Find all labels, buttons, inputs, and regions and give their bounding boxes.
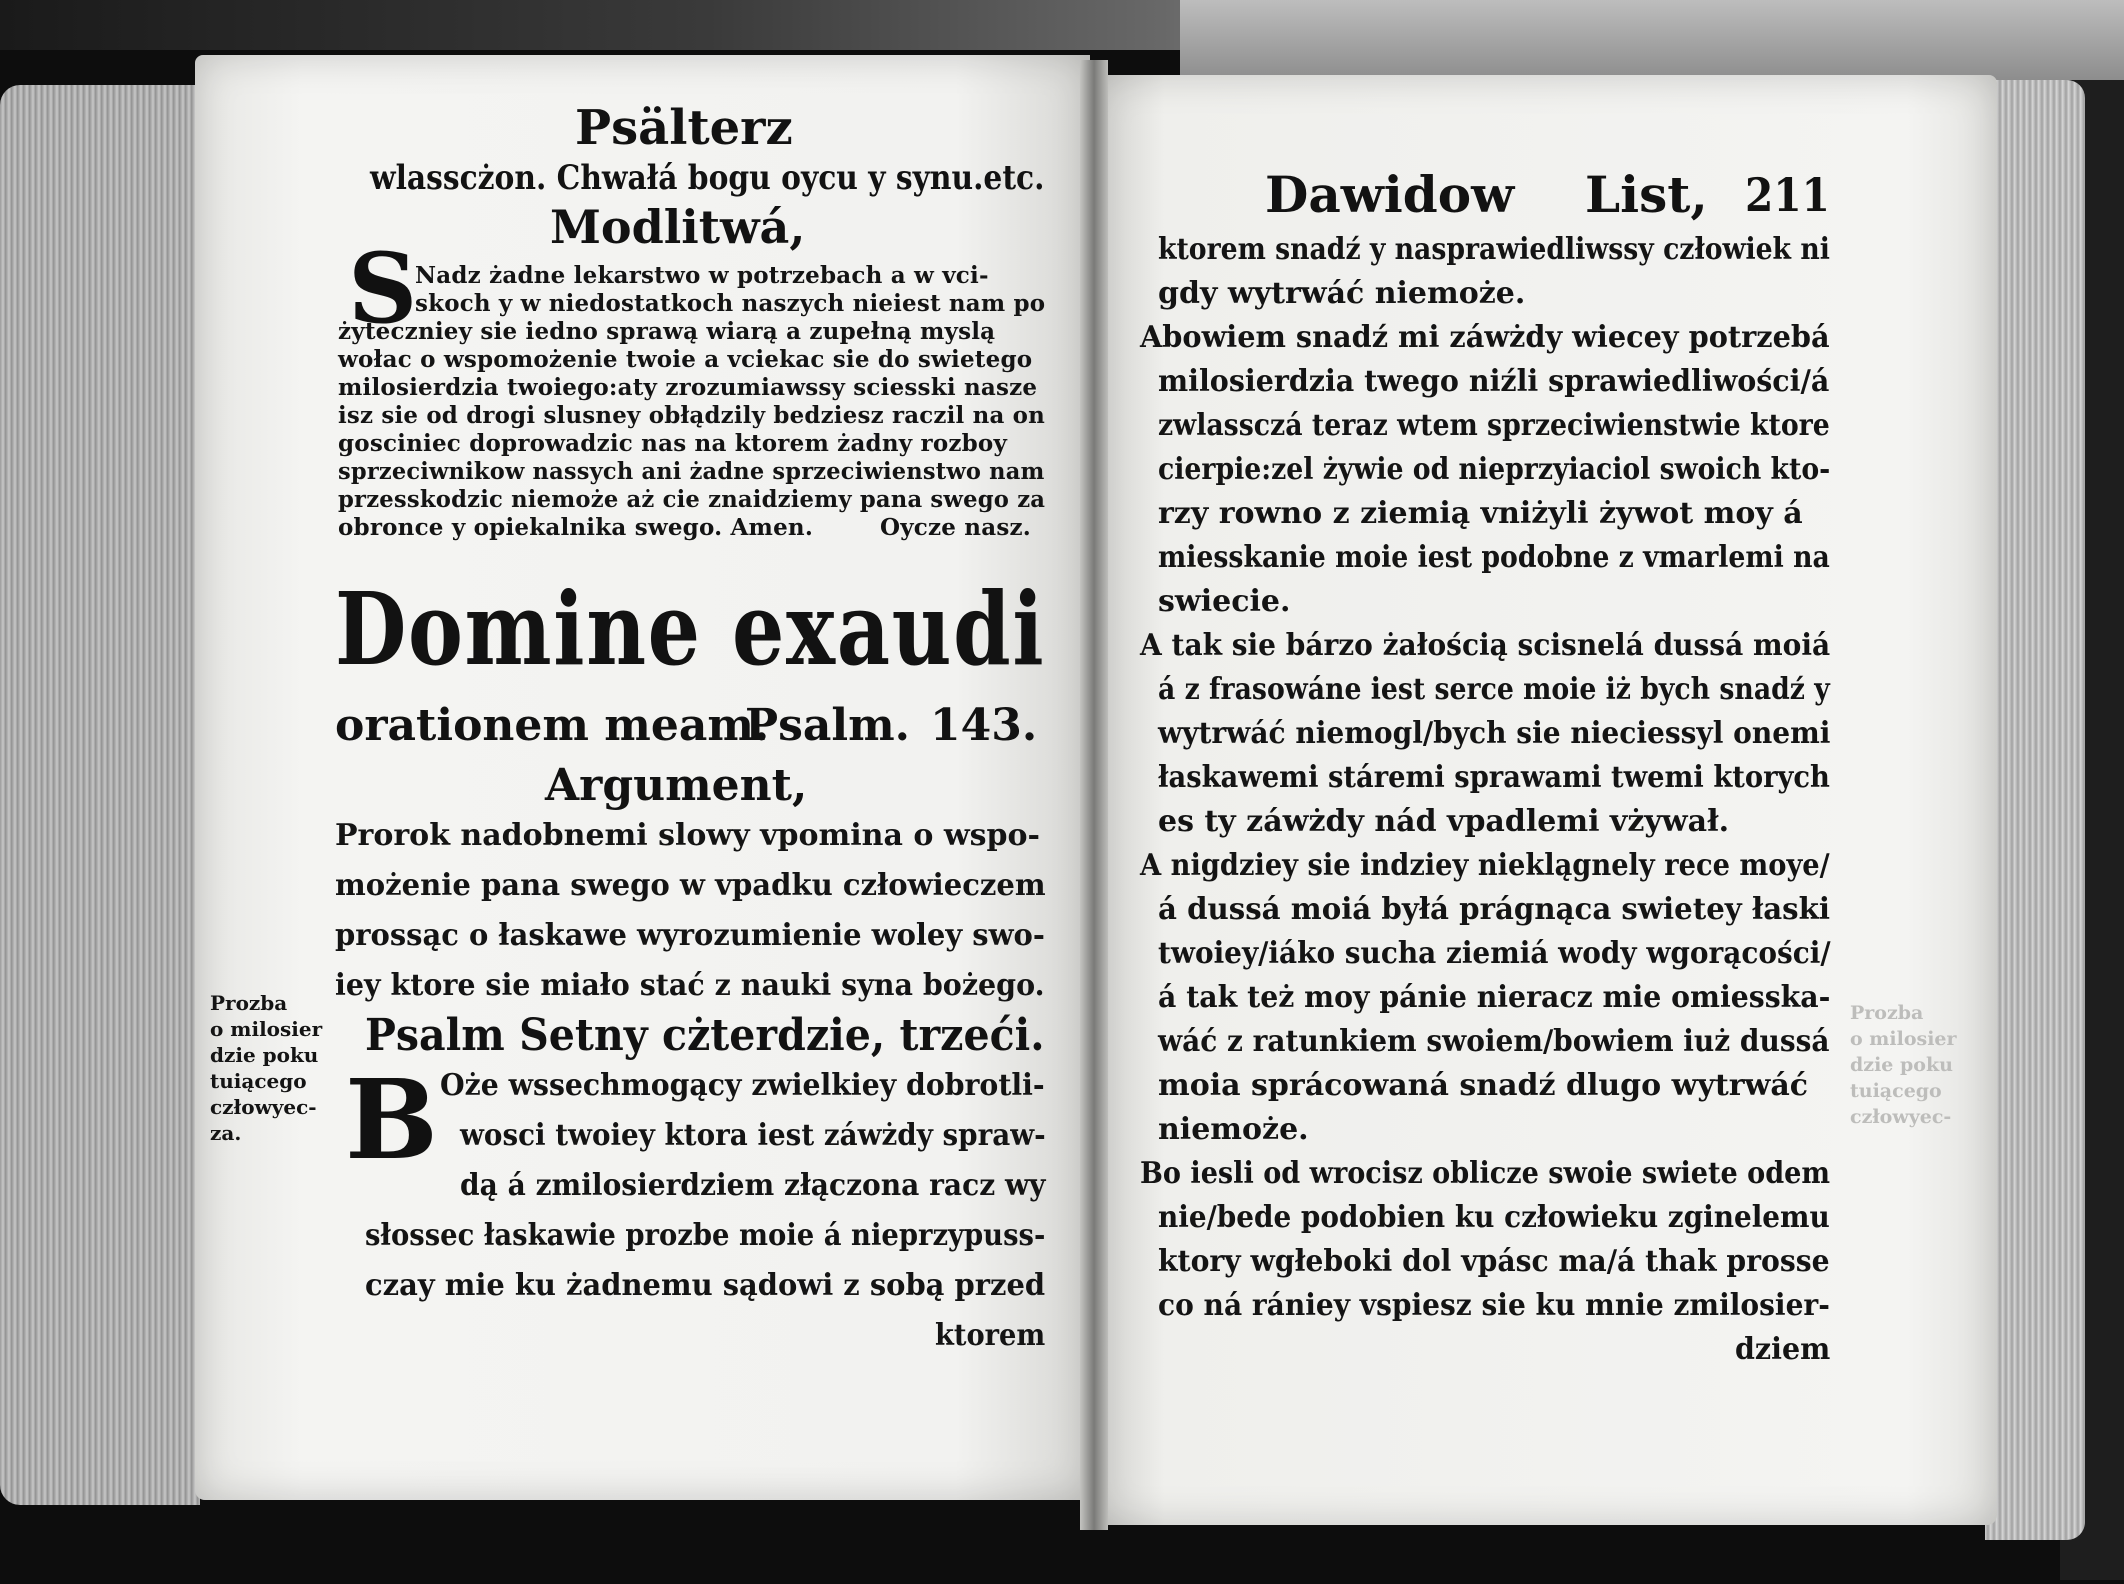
right-line: rzy rowno z ziemią vniżyli żywot moy á <box>1158 496 1803 531</box>
argument-line: możenie pana swego w vpadku człowieczem <box>335 868 1046 903</box>
argument-line: iey ktore sie miało stać z nauki syna bożego. <box>335 968 1045 1003</box>
psalm-title: Domine exaudi <box>335 570 1046 688</box>
right-running-head-mid: List, <box>1585 165 1708 224</box>
right-line: á z frasowáne iest serce moie iż bych snadź y <box>1158 672 1830 707</box>
prayer-line: sprzeciwnikow nassych ani żadne sprzeciwienstwo nam <box>338 458 1045 485</box>
prayer-end: Oycze nasz. <box>880 514 1031 541</box>
prayer-line: wołac o wspomożenie twoie a vciekac sie do swietego <box>338 346 1033 373</box>
right-line: Abowiem snadź mi záwżdy wiecey potrzebá <box>1140 320 1830 355</box>
right-line: wytrwáć niemogl/bych sie nieciessyl onemi <box>1158 716 1831 751</box>
psalm-line: Oże wssechmogący zwielkiey dobrotli- <box>440 1068 1045 1103</box>
right-line: á dussá moiá byłá prágnąca swietey łaski <box>1158 892 1830 927</box>
psalm-line: słossec łaskawie prozbe moie á nieprzypuss- <box>365 1218 1046 1253</box>
prayer-dropcap: S <box>348 232 418 345</box>
argument-line: Prorok nadobnemi slowy vpomina o wspo- <box>335 818 1040 853</box>
right-line: twoiey/iáko sucha ziemiá wody wgorącości/ <box>1158 936 1831 971</box>
right-line: niemoże. <box>1158 1112 1309 1147</box>
psalm-line: czay mie ku żadnemu sądowi z sobą przed <box>365 1268 1046 1303</box>
right-line: nie/bede podobien ku człowieku zginelemu <box>1158 1200 1830 1235</box>
right-line: swiecie. <box>1158 584 1291 619</box>
prayer-title: Modlitwá, <box>550 200 806 254</box>
right-line: A tak sie bárzo żałością scisnelá dussá moiá <box>1140 628 1831 663</box>
right-line: A nigdziey sie indziey nieklągnely rece moye/ <box>1140 848 1830 883</box>
background-top-left <box>0 0 1180 50</box>
argument-line: prossąc o łaskawe wyrozumienie woley swo- <box>335 918 1045 953</box>
book-edge-left <box>0 85 200 1505</box>
right-line: á tak też moy pánie nieracz mie omiesska- <box>1158 980 1831 1015</box>
book-edge-right <box>1985 80 2085 1540</box>
right-line: ktorem snadź y nasprawiedliwssy człowiek ni <box>1158 232 1830 267</box>
background-top-right <box>1180 0 2124 85</box>
prayer-line: Nadz żadne lekarstwo w potrzebach a w vci- <box>415 262 989 289</box>
right-running-head: Dawidow <box>1265 165 1515 224</box>
right-catchword: dziem <box>1735 1332 1831 1367</box>
right-line: łaskawemi stáremi sprawami twemi ktorych <box>1158 760 1830 795</box>
prayer-line: isz sie od drogi slusney obłądzily bedziesz raczil na on <box>338 402 1046 429</box>
page-number: 211 <box>1745 168 1830 222</box>
right-line: es ty záwżdy nád vpadlemi vżywał. <box>1158 804 1730 839</box>
psalm-dropcap: B <box>345 1055 438 1184</box>
psalm-number: 143. <box>930 700 1038 751</box>
prayer-line: milosierdzia twoiego:aty zrozumiawssy sciesski nasze <box>338 374 1038 401</box>
right-line: ktory wgłeboki dol vpásc ma/á thak prosse <box>1158 1244 1830 1279</box>
right-line: cierpie:zel żywie od nieprzyiaciol swoich kto- <box>1158 452 1831 487</box>
right-line: milosierdzia twego niźli sprawiedliwości/á <box>1158 364 1830 399</box>
right-line: wáć z ratunkiem swoiem/bowiem iuż dussá <box>1158 1024 1830 1059</box>
right-line: co ná rániey vspiesz sie ku mnie zmilosier- <box>1158 1288 1830 1323</box>
prayer-line: skoch y w niedostatkoch naszych nieiest nam po <box>415 290 1046 317</box>
psalm-subtitle: orationem meam. <box>335 700 770 751</box>
right-line: gdy wytrwáć niemoże. <box>1158 276 1526 311</box>
prayer-line: przesskodzic niemoże aż cie znaidziemy pana swego za <box>338 486 1046 513</box>
show-through-text: Prozba o milosier dzie poku tuiącego człowyec- <box>1850 1002 1957 1128</box>
prayer-line: żyteczniey sie iedno sprawą wiarą a zupełną myslą <box>338 318 996 345</box>
margin-note: Prozba o milosier dzie poku tuiącego człowyec- za. <box>210 991 323 1145</box>
prayer-line: gosciniec doprowadzic nas na ktorem żadny rozboy <box>338 430 1008 457</box>
left-top-line: wlasscżon. Chwałá bogu oycu y synu.etc. <box>370 158 1045 198</box>
left-catchword: ktorem <box>935 1318 1046 1353</box>
right-line: moia sprácowaná snadź dlugo wytrwáć <box>1158 1068 1809 1103</box>
right-line: Bo iesli od wrocisz oblicze swoie swiete odem <box>1140 1156 1831 1191</box>
prayer-line: obronce y opiekalnika swego. Amen. <box>338 514 814 541</box>
book-gutter <box>1080 60 1108 1530</box>
psalm-label: Psalm. <box>745 700 910 751</box>
psalm-heading: Psalm Setny cżterdzie, trzeći. <box>365 1010 1045 1061</box>
right-line: zwlassczá teraz wtem sprzeciwienstwie ktore <box>1158 408 1830 443</box>
right-line: miesskanie moie iest podobne z vmarlemi na <box>1158 540 1830 575</box>
argument-title: Argument, <box>545 760 808 811</box>
left-running-head: Psälterz <box>575 100 793 156</box>
psalm-line: dą á zmilosierdziem złączona racz wy <box>460 1168 1046 1203</box>
psalm-line: wosci twoiey ktora iest záwżdy spraw- <box>460 1118 1046 1153</box>
